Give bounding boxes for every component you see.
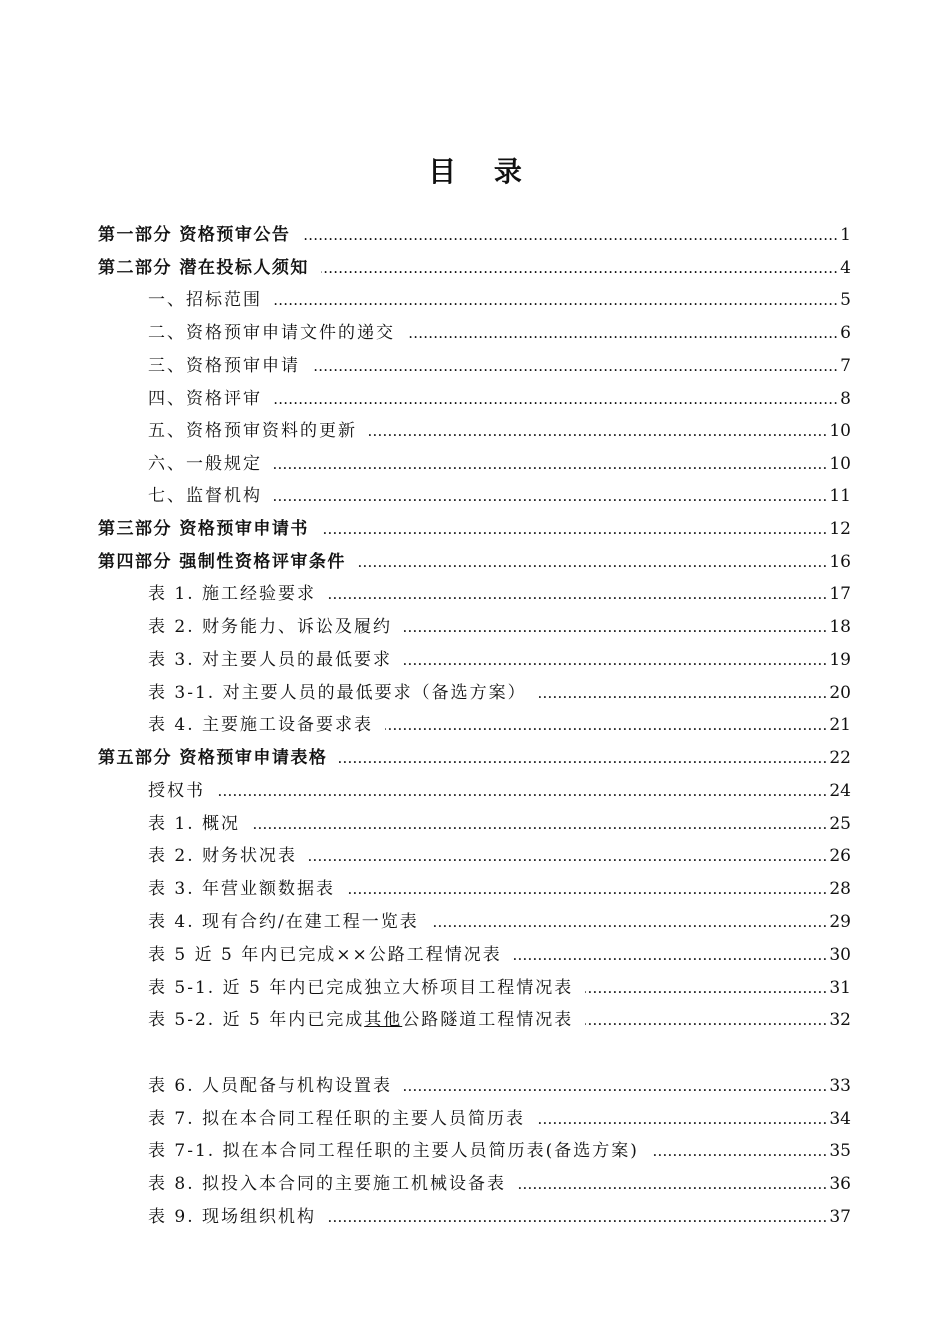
toc-entry-label: 表 5 近 5 年内已完成××公路工程情况表 bbox=[148, 945, 502, 965]
toc-entry-label: 表 6. 人员配备与机构设置表 bbox=[148, 1076, 393, 1096]
toc-entry-label: 表 7-1. 拟在本合同工程任职的主要人员简历表(备选方案) bbox=[148, 1141, 639, 1161]
toc-dot-leader bbox=[217, 778, 827, 804]
toc-dot-leader bbox=[339, 745, 827, 771]
toc-dot-leader bbox=[404, 1073, 827, 1099]
toc-page-number: 19 bbox=[829, 650, 851, 670]
toc-page-number: 10 bbox=[829, 421, 851, 441]
toc-page-number: 29 bbox=[829, 912, 851, 932]
toc-entry-label-part: 表 5-2. 近 5 年内已完成 bbox=[148, 1010, 365, 1030]
toc-dot-leader bbox=[274, 386, 838, 412]
toc-entry[interactable] bbox=[98, 255, 851, 281]
toc-dot-leader bbox=[585, 975, 827, 1001]
toc-dot-leader bbox=[302, 222, 838, 248]
toc-entry[interactable] bbox=[148, 1007, 851, 1033]
toc-entry[interactable] bbox=[148, 843, 851, 869]
toc-entry-label: 一、招标范围 bbox=[148, 290, 262, 310]
toc-dot-leader bbox=[321, 516, 827, 542]
toc-page-number: 33 bbox=[829, 1076, 851, 1096]
toc-page-number: 8 bbox=[840, 389, 851, 409]
toc-dot-leader bbox=[407, 320, 838, 346]
toc-dot-leader bbox=[404, 647, 827, 673]
toc-entry[interactable] bbox=[98, 516, 851, 542]
toc-entry-label bbox=[148, 1007, 585, 1033]
toc-entry-label: 第三部分 资格预审申请书 bbox=[98, 519, 309, 539]
toc-page-number: 37 bbox=[829, 1207, 851, 1227]
toc-dot-leader bbox=[404, 614, 827, 640]
toc-entry[interactable] bbox=[148, 320, 851, 346]
toc-entry-label: 第二部分 潜在投标人须知 bbox=[98, 258, 309, 278]
toc-page-number: 32 bbox=[829, 1010, 851, 1030]
toc-entry[interactable] bbox=[148, 483, 851, 509]
toc-page-number: 30 bbox=[829, 945, 851, 965]
toc-entry-label: 表 4. 主要施工设备要求表 bbox=[148, 715, 374, 735]
toc-page-number: 17 bbox=[829, 584, 851, 604]
toc-entry-label: 表 1. 施工经验要求 bbox=[148, 584, 317, 604]
toc-entry-label: 表 9. 现场组织机构 bbox=[148, 1207, 317, 1227]
toc-page-number: 6 bbox=[840, 323, 851, 343]
toc-page-number: 36 bbox=[829, 1174, 851, 1194]
toc-page-number: 25 bbox=[829, 814, 851, 834]
toc-entry-label: 六、一般规定 bbox=[148, 454, 262, 474]
toc-entry-label: 第四部分 强制性资格评审条件 bbox=[98, 552, 346, 572]
toc-page-number: 7 bbox=[840, 356, 851, 376]
toc-page-number: 11 bbox=[829, 486, 851, 506]
toc-dot-leader bbox=[514, 942, 828, 968]
toc-dot-leader bbox=[537, 1106, 827, 1132]
toc-entry-label: 表 5-1. 近 5 年内已完成独立大桥项目工程情况表 bbox=[148, 978, 574, 998]
toc-dot-leader bbox=[252, 811, 827, 837]
toc-entry[interactable] bbox=[148, 811, 851, 837]
toc-entry-label-part: 公路隧道工程情况表 bbox=[402, 1010, 574, 1030]
toc-dot-leader bbox=[585, 1007, 827, 1033]
toc-page-number: 16 bbox=[829, 552, 851, 572]
toc-entry-label: 三、资格预审申请 bbox=[148, 356, 300, 376]
toc-entry[interactable] bbox=[148, 1138, 851, 1164]
toc-page-number: 24 bbox=[829, 781, 851, 801]
toc-entry[interactable] bbox=[148, 1106, 851, 1132]
toc-entry[interactable] bbox=[148, 353, 851, 379]
toc-entry-label: 表 2. 财务状况表 bbox=[148, 846, 298, 866]
toc-entry[interactable] bbox=[148, 647, 851, 673]
toc-entry-label: 表 3-1. 对主要人员的最低要求（备选方案） bbox=[148, 683, 527, 703]
toc-dot-leader bbox=[539, 680, 828, 706]
toc-page-number: 12 bbox=[829, 519, 851, 539]
toc-entry-label: 表 3. 对主要人员的最低要求 bbox=[148, 650, 393, 670]
toc-page-number: 18 bbox=[829, 617, 851, 637]
toc-entry[interactable] bbox=[148, 418, 851, 444]
toc-dot-leader bbox=[651, 1138, 828, 1164]
toc-entry-label: 第五部分 资格预审申请表格 bbox=[98, 748, 328, 768]
toc-page-number: 31 bbox=[829, 978, 851, 998]
toc-entry-label: 二、资格预审申请文件的递交 bbox=[148, 323, 395, 343]
toc-entry-label: 七、监督机构 bbox=[148, 486, 262, 506]
toc-page-number: 22 bbox=[829, 748, 851, 768]
toc-entry[interactable] bbox=[148, 712, 851, 738]
toc-page-number: 21 bbox=[829, 715, 851, 735]
toc-dot-leader bbox=[274, 451, 827, 477]
toc-page-number: 26 bbox=[829, 846, 851, 866]
toc-dot-leader bbox=[358, 549, 827, 575]
toc-dot-leader bbox=[321, 255, 838, 281]
toc-dot-leader bbox=[518, 1171, 827, 1197]
toc-page-number: 5 bbox=[840, 290, 851, 310]
toc-page-number: 1 bbox=[840, 225, 851, 245]
toc-dot-leader bbox=[328, 581, 827, 607]
toc-page-number: 34 bbox=[829, 1109, 851, 1129]
toc-entry[interactable] bbox=[148, 778, 851, 804]
toc-page-number: 28 bbox=[829, 879, 851, 899]
toc-dot-leader bbox=[309, 843, 827, 869]
toc-dot-leader bbox=[274, 483, 827, 509]
toc-entry[interactable] bbox=[148, 909, 851, 935]
toc-entry-label: 表 1. 概况 bbox=[148, 814, 241, 834]
toc-entry-label: 四、资格评审 bbox=[148, 389, 262, 409]
toc-dot-leader bbox=[385, 712, 827, 738]
toc-entry-label: 表 7. 拟在本合同工程任职的主要人员简历表 bbox=[148, 1109, 526, 1129]
toc-entry-label: 表 3. 年营业额数据表 bbox=[148, 879, 336, 899]
toc-dot-leader bbox=[274, 287, 838, 313]
toc-entry[interactable] bbox=[148, 386, 851, 412]
toc-dot-leader bbox=[347, 876, 827, 902]
toc-entry[interactable] bbox=[148, 287, 851, 313]
toc-dot-leader bbox=[312, 353, 838, 379]
toc-entry-label: 五、资格预审资料的更新 bbox=[148, 421, 357, 441]
toc-entry-label-underlined: 其他 bbox=[364, 1010, 403, 1030]
toc-entry[interactable] bbox=[148, 942, 851, 968]
toc-page-number: 35 bbox=[829, 1141, 851, 1161]
toc-entry[interactable] bbox=[148, 1073, 851, 1099]
toc-page-number: 10 bbox=[829, 454, 851, 474]
toc-entry[interactable] bbox=[148, 581, 851, 607]
toc-entry[interactable] bbox=[148, 614, 851, 640]
toc-entry-label: 表 4. 现有合约/在建工程一览表 bbox=[148, 912, 419, 932]
toc-entry-label: 表 8. 拟投入本合同的主要施工机械设备表 bbox=[148, 1174, 507, 1194]
toc-entry-label: 第一部分 资格预审公告 bbox=[98, 225, 291, 245]
page-title: 目 录 bbox=[428, 155, 536, 188]
toc-entry[interactable] bbox=[98, 745, 851, 771]
toc-dot-leader bbox=[328, 1204, 827, 1230]
toc-entry[interactable] bbox=[148, 876, 851, 902]
toc-entry-label: 表 2. 财务能力、诉讼及履约 bbox=[148, 617, 393, 637]
toc-entry[interactable] bbox=[148, 975, 851, 1001]
toc-entry[interactable] bbox=[148, 680, 851, 706]
toc-entry[interactable] bbox=[98, 222, 851, 248]
toc-page-number: 4 bbox=[840, 258, 851, 278]
toc-entry-label: 授权书 bbox=[148, 781, 205, 801]
toc-entry[interactable] bbox=[148, 451, 851, 477]
toc-dot-leader bbox=[369, 418, 827, 444]
toc-entry[interactable] bbox=[98, 549, 851, 575]
toc-entry[interactable] bbox=[148, 1204, 851, 1230]
toc-dot-leader bbox=[431, 909, 828, 935]
toc-page-number: 20 bbox=[829, 683, 851, 703]
toc-entry[interactable] bbox=[148, 1171, 851, 1197]
